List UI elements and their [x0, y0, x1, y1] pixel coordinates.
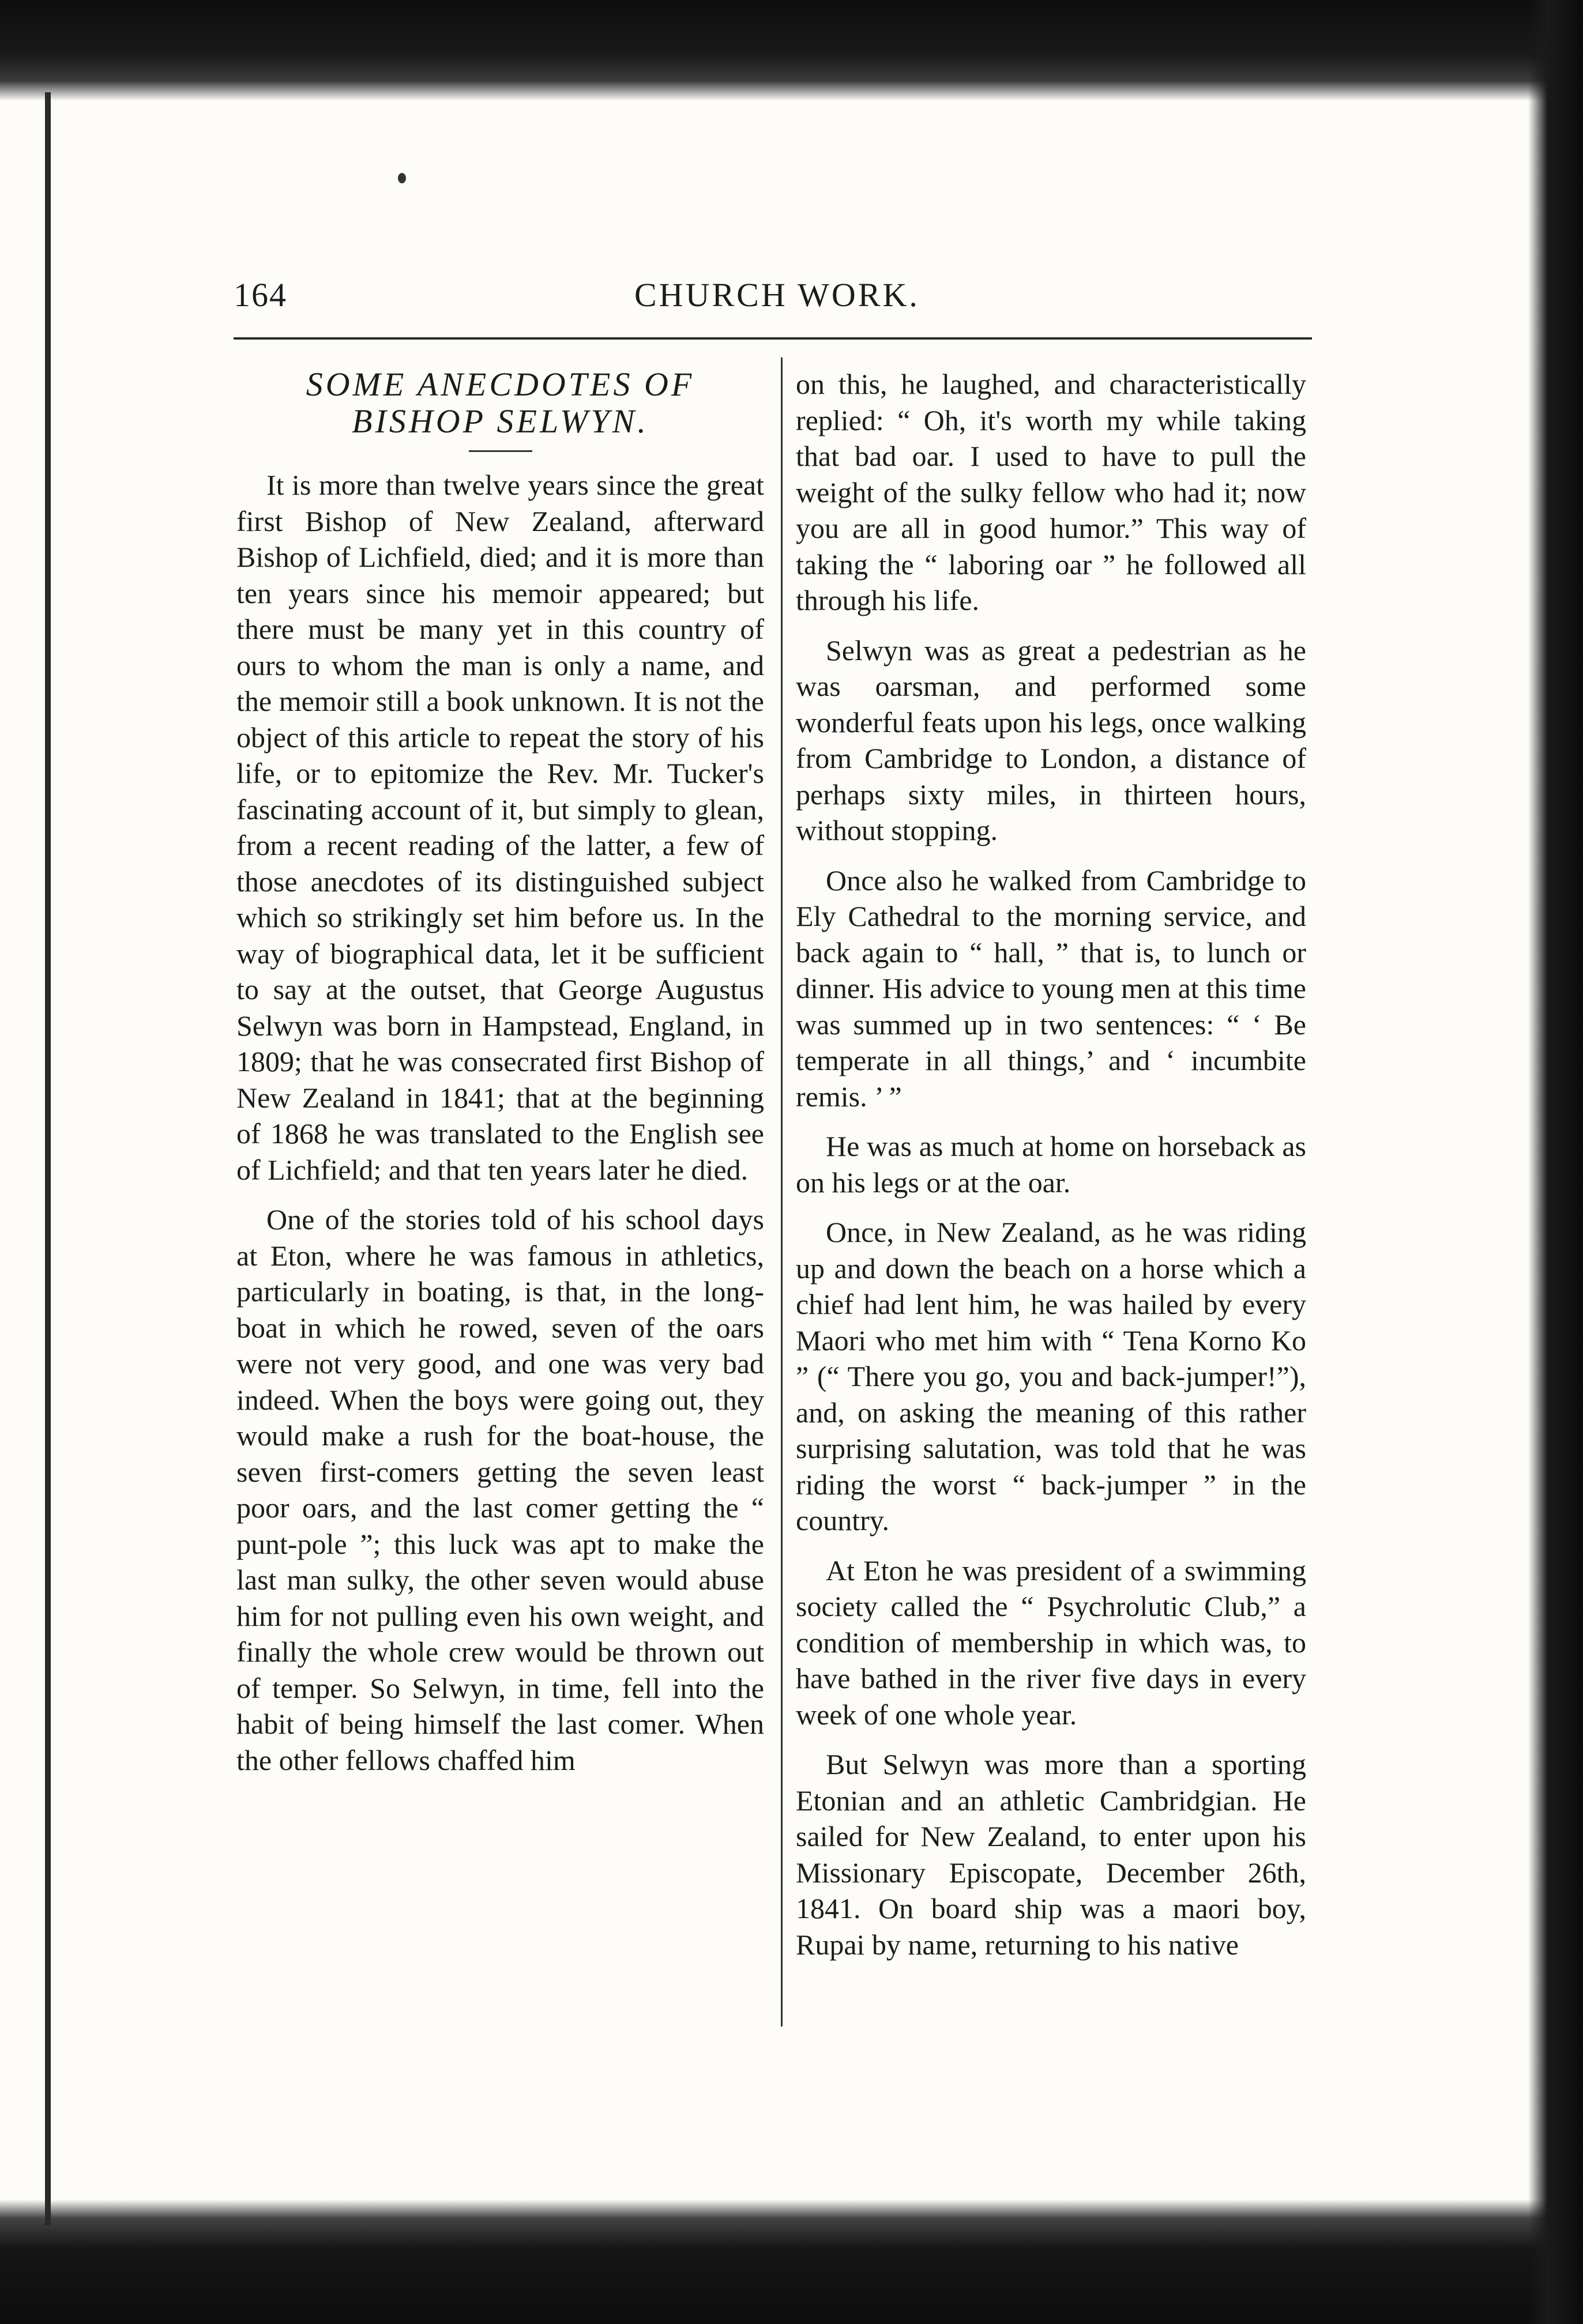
paragraph: Once also he walked from Cambridge to Ely Cathedral to the morning service, and back again to “ hall, ” that is, to lunch or dinner. His advice to young men at this time was summed up in two sentences: “ ‘ Be temperate in all things,’ and ‘ incumbite remis. ’ ” — [796, 864, 1306, 1113]
scan-border-bottom — [0, 2199, 1583, 2324]
right-column — [796, 366, 1306, 1963]
paragraph: One of the stories told of his school days at Eton, where he was famous in athletics, particularly in boating, is that, in the long-boat in which he rowed, seven of the oars were not very good, and one was very bad indeed. When the boys were going out, they would make a rush for the boat-house, the seven first-comers getting the seven least poor oars, and the last comer getting the “ punt-pole ”; this luck was apt to make the last man sulky, the other seven would abuse him for not pulling even his own weight, and finally the whole crew would be thrown out of temper. So Selwyn, in time, fell into the habit of being himself the last comer. When the other fellows chaffed him — [236, 1203, 764, 1776]
paragraph: At Eton he was president of a swimming society called the “ Psychrolutic Club,” a condition of membership in which was, to have bathed in the river five days in every week of one whole year. — [796, 1554, 1306, 1731]
paragraph: Once, in New Zealand, as he was riding up and down the beach on a horse which a chief had lent him, he was hailed by every Maori who met him with “ Tena Korno Ko ” (“ There you go, you and back-jumper!”), and, on asking the meaning of this rather surprising salutation, was told that he was riding the worst “ back-jumper ” in the country. — [796, 1216, 1306, 1536]
page-number: 164 — [234, 276, 287, 314]
paragraph: on this, he laughed, and characteristically replied: “ Oh, it's worth my while taking that bad oar. I used to have to pull the weight of the sulky fellow who had it; now you are all in good humor.” This way of taking the “ laboring oar ” he followed all through his life. — [796, 368, 1306, 616]
title-rule — [469, 450, 532, 452]
scan-border-left — [45, 92, 51, 2225]
header-rule — [234, 337, 1312, 340]
paragraph: Selwyn was as great a pedestrian as he was oarsman, and performed some wonderful feats upon his legs, once walking from Cambridge to London, a distance of perhaps sixty miles, in thirteen hours, without stopping. — [796, 634, 1306, 846]
article-title-line-1: SOME ANECDOTES OF — [306, 366, 695, 403]
article-title-line-2: BISHOP SELWYN. — [352, 402, 649, 440]
running-title: CHURCH WORK. — [634, 276, 920, 314]
ink-speck — [398, 173, 406, 183]
scan-border-top — [0, 0, 1583, 101]
left-column — [236, 366, 764, 1778]
scan-border-right — [1528, 0, 1583, 2324]
paragraph: It is more than twelve years since the great first Bishop of New Zealand, afterward Bishop of Lichfield, died; and it is more than ten years since his memoir appeared; but there must be many yet in this country of ours to whom the man is only a name, and the memoir still a book unknown. It is not the object of this article to repeat the story of his life, or to epitomize the Rev. Mr. Tucker's fascinating account of it, but simply to glean, from a recent reading of the latter, a few of those anecdotes of its distinguished subject which so strikingly set him before us. In the way of biographical data, let it be sufficient to say at the outset, that George Augustus Selwyn was born in Hampstead, England, in 1809; that he was consecrated first Bishop of New Zealand in 1841; that at the beginning of 1868 he was translated to the English see of Lichfield; and that ten years later he died. — [236, 469, 764, 1186]
column-rule — [781, 357, 783, 2027]
paragraph: But Selwyn was more than a sporting Etonian and an athletic Cambridgian. He sailed for New Zealand, to enter upon his Missionary Episcopate, December 26th, 1841. On board ship was a maori boy, Rupai by name, returning to his native — [796, 1748, 1306, 1961]
paragraph: He was as much at home on horseback as on his legs or at the oar. — [796, 1130, 1306, 1199]
